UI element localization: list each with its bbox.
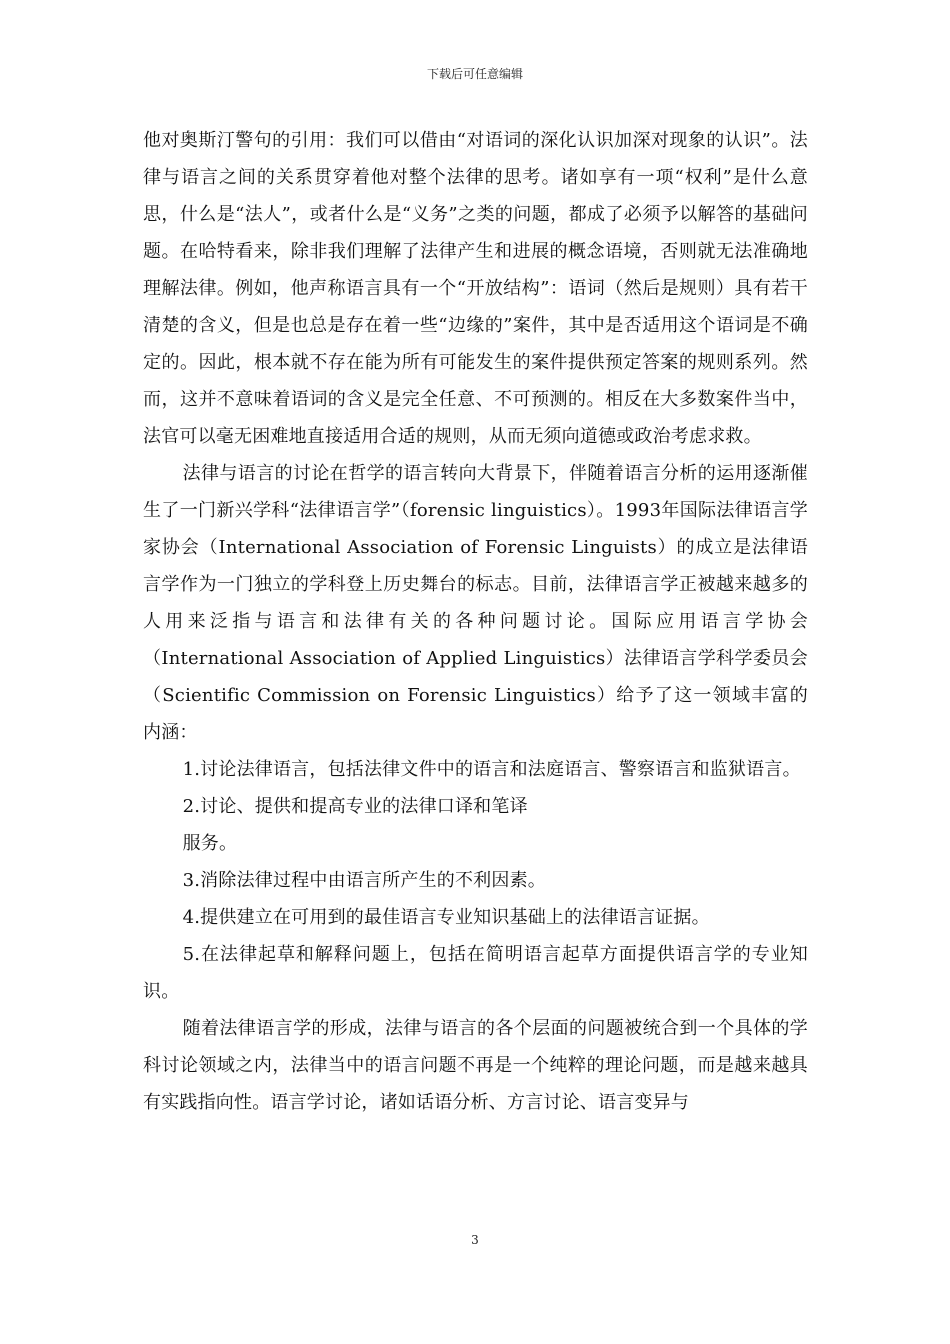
paragraph-continued: 他对奥斯汀警句的引用：我们可以借由“对语词的深化认识加深对现象的认识”。法律与语言之间的关系贯穿着他对整个法律的思考。诸如享有一项“权利”是什么意思，什么是“法人”，或者什么是“义务”之类的问题，都成了必须予以解答的基础问题。在哈特看来，除非我们理解了法律产生和进展的概念语境，否则就无法准确地理解法律。例如，他声称语言具有一个“开放结构”：语词（然后是规则）具有若干清楚的含义，但是也总是存在着一些“边缘的”案件，其中是否适用这个语词是不确定的。因此，根本就不存在能为所有可能发生的案件提供预定答案的规则系列。然而，这并不意味着语词的含义是完全任意、不可预测的。相反在大多数案件当中，法官可以毫无困难地直接适用合适的规则，从而无须向道德或政治考虑求救。 bbox=[143, 130, 808, 447]
page-header-note: 下载后可任意编辑 bbox=[426, 67, 523, 81]
list-item-5: 5.在法律起草和解释问题上，包括在简明语言起草方面提供语言学的专业知识。 bbox=[143, 944, 808, 1002]
list-item-2-continued: 服务。 bbox=[182, 833, 238, 854]
list-item-1: 1.讨论法律语言，包括法律文件中的语言和法庭语言、警察语言和监狱语言。 bbox=[182, 759, 801, 780]
list-item-3: 3.消除法律过程中由语言所产生的不利因素。 bbox=[182, 870, 546, 891]
document-body bbox=[143, 122, 808, 1121]
list-item-4: 4.提供建立在可用到的最佳语言专业知识基础上的法律语言证据。 bbox=[182, 907, 710, 928]
paragraph-forensic-linguistics: 法律与语言的讨论在哲学的语言转向大背景下，伴随着语言分析的运用逐渐催生了一门新兴学科“法律语言学”（forensic linguistics）。1993年国际法律语言学家协会（International Association of Forensic Linguists）的成立是法律语言学作为一门独立的学科登上历史舞台的标志。目前，法律语言学正被越来越多的人用来泛指与语言和法律有关的各种问题讨论。国际应用语言学协会（International Association of Applied Linguistics）法律语言学科学委员会（Scientific Commission on Forensic Linguistics）给予了这一领域丰富的内涵： bbox=[143, 463, 808, 743]
page-number: 3 bbox=[471, 1233, 479, 1247]
list-item-2: 2.讨论、提供和提高专业的法律口译和笔译 bbox=[182, 796, 528, 817]
paragraph-closing: 随着法律语言学的形成，法律与语言的各个层面的问题被统合到一个具体的学科讨论领域之内，法律当中的语言问题不再是一个纯粹的理论问题，而是越来越具有实践指向性。语言学讨论，诸如话语分析、方言讨论、语言变异与 bbox=[143, 1018, 808, 1113]
